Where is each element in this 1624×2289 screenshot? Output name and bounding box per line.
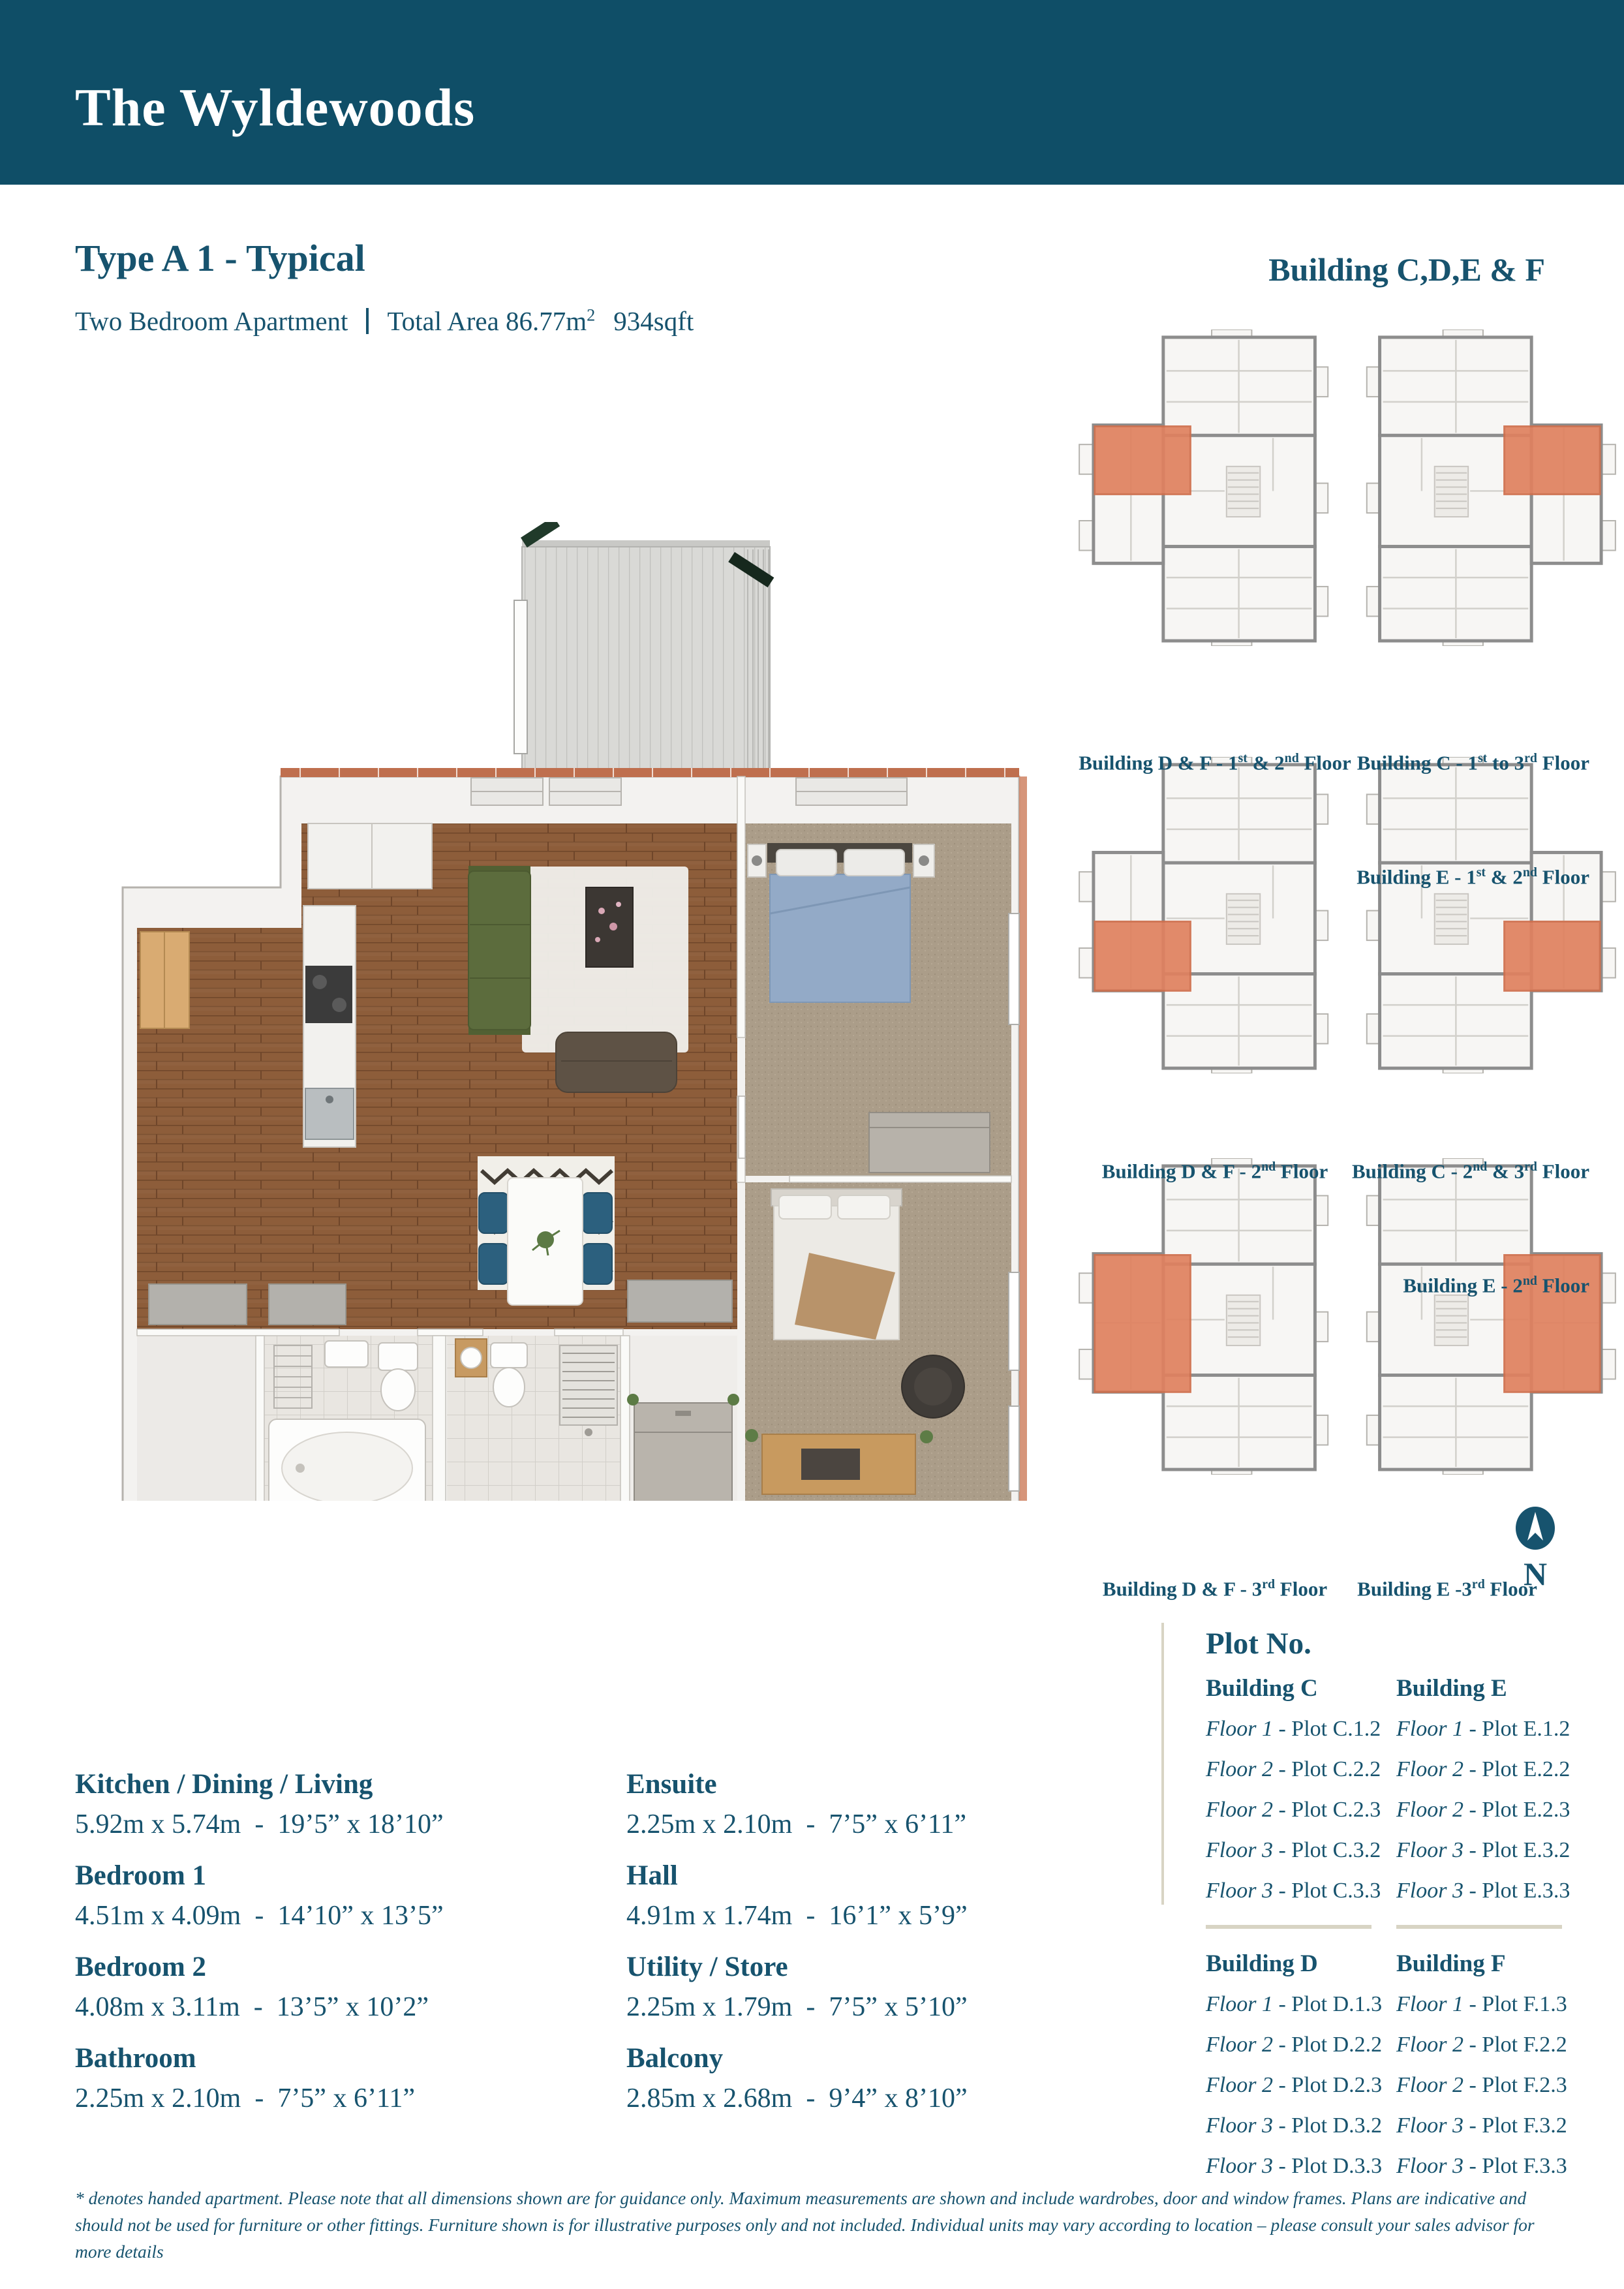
north-label: N bbox=[1523, 1556, 1548, 1592]
plot-building-f bbox=[1396, 1950, 1586, 2196]
plot-row: Floor 2 - Plot F.2.2 bbox=[1396, 2033, 1567, 2057]
room-name: Kitchen / Dining / Living bbox=[75, 1769, 373, 1800]
plot-row: Floor 1 - Plot D.1.3 bbox=[1206, 1992, 1383, 2016]
plant bbox=[920, 1430, 933, 1443]
ensuite-sink bbox=[461, 1347, 482, 1368]
tv-art-frame bbox=[586, 887, 633, 967]
caption-line: Building C - 2nd & 3rd Floor bbox=[1352, 1160, 1589, 1183]
caption-line: Building E -3rd Floor bbox=[1357, 1577, 1537, 1601]
north-arrow-icon bbox=[1512, 1504, 1558, 1554]
plot-row: Floor 2 - Plot D.2.3 bbox=[1206, 2073, 1383, 2097]
room-dims: 2.25m x 1.79m - 7’5” x 5’10” bbox=[626, 1992, 968, 2022]
diagram-caption bbox=[1305, 667, 1589, 969]
bedroom-count-label: Two Bedroom Apartment bbox=[75, 306, 348, 336]
north-compass bbox=[1512, 1504, 1558, 1591]
plant bbox=[745, 1429, 758, 1442]
room-dims: 4.08m x 3.11m - 13’5” x 10’2” bbox=[75, 1992, 429, 2022]
dining-area bbox=[478, 1156, 615, 1305]
plot-divider bbox=[1396, 1925, 1562, 1929]
sideboard-tray bbox=[801, 1449, 860, 1480]
plot-building-name: Building E bbox=[1396, 1675, 1507, 1702]
highlighted-apartment bbox=[1095, 1255, 1190, 1392]
diagram-caption bbox=[1305, 1075, 1589, 1377]
plot-row: Floor 3 - Plot E.3.3 bbox=[1396, 1879, 1570, 1903]
room-dims: 2.25m x 2.10m - 7’5” x 6’11” bbox=[75, 2083, 416, 2113]
room-name: Balcony bbox=[626, 2043, 724, 2074]
header-band bbox=[0, 0, 1624, 185]
caption-line: Building C - 1st to 3rd Floor bbox=[1356, 751, 1589, 775]
plot-row: Floor 3 - Plot D.3.2 bbox=[1206, 2113, 1383, 2138]
toilet bbox=[381, 1369, 415, 1411]
plant bbox=[728, 1394, 739, 1406]
bed1-ottoman bbox=[869, 1113, 990, 1173]
total-area-sqft: 934sqft bbox=[613, 306, 694, 336]
room-dims: 2.85m x 2.68m - 9’4” x 8’10” bbox=[626, 2083, 968, 2113]
dining-chair bbox=[479, 1244, 508, 1284]
caption-line: Building E - 2nd Floor bbox=[1403, 1274, 1589, 1297]
room-name: Hall bbox=[626, 1860, 678, 1891]
plot-row: Floor 3 - Plot F.3.3 bbox=[1396, 2154, 1567, 2178]
room-name: Utility / Store bbox=[626, 1952, 788, 1982]
subtitle-divider bbox=[366, 308, 369, 334]
unit-type-title: Type A 1 - Typical bbox=[75, 237, 365, 279]
caption-line: Building E - 1st & 2nd Floor bbox=[1356, 865, 1589, 889]
room-bedroom-2 bbox=[75, 1952, 597, 2021]
store-unit bbox=[634, 1403, 732, 1501]
room-dims: 4.51m x 4.09m - 14’10” x 13’5” bbox=[75, 1901, 444, 1931]
dining-chair bbox=[479, 1193, 508, 1233]
room-dims: 2.25m x 2.10m - 7’5” x 6’11” bbox=[626, 1809, 967, 1839]
toilet-cistern bbox=[378, 1343, 418, 1370]
disclaimer-text: * denotes handed apartment. Please note that all dimensions shown are for guidance only. Maximum measurements are shown and include wardrobes, door and window frames. Plans are indicative and should not be used for furniture or other fittings. Furniture shown is for illustrative purposes only and not included. Individual units may vary according to location – please consult your sales advisor for more details bbox=[75, 2188, 1535, 2262]
plot-row: Floor 1 - Plot E.1.2 bbox=[1396, 1717, 1570, 1741]
highlighted-apartment bbox=[1095, 426, 1190, 494]
bed1-duvet bbox=[770, 874, 910, 1002]
mini-floorplan-svg bbox=[1343, 330, 1617, 646]
dining-chair bbox=[583, 1244, 612, 1284]
plot-row: Floor 3 - Plot F.3.2 bbox=[1396, 2113, 1567, 2138]
plot-building-name: Building D bbox=[1206, 1950, 1318, 1977]
bathroom-sink bbox=[325, 1341, 368, 1367]
shower bbox=[560, 1345, 617, 1436]
bed1-pillow bbox=[844, 850, 904, 876]
ensuite-toilet bbox=[493, 1368, 525, 1407]
plot-building-d bbox=[1206, 1950, 1395, 2196]
plot-row: Floor 2 - Plot F.2.3 bbox=[1396, 2073, 1567, 2097]
floor-plan-3d-svg bbox=[65, 522, 1044, 1501]
highlighted-apartment bbox=[1505, 426, 1600, 494]
room-kitchen-dining-living bbox=[75, 1770, 597, 1839]
balcony bbox=[514, 522, 774, 774]
plot-row: Floor 2 - Plot E.2.3 bbox=[1396, 1798, 1570, 1822]
highlighted-apartment bbox=[1095, 921, 1190, 991]
caption-line: Building D & F - 3rd Floor bbox=[1102, 1577, 1328, 1601]
plot-building-e bbox=[1396, 1674, 1586, 1920]
door-mat bbox=[269, 1284, 346, 1325]
room-bedroom-1 bbox=[75, 1861, 597, 1930]
green-sofa bbox=[468, 871, 530, 1030]
plot-row: Floor 2 - Plot C.2.2 bbox=[1206, 1757, 1381, 1781]
room-name: Bathroom bbox=[75, 2043, 196, 2074]
room-dims: 5.92m x 5.74m - 19’5” x 18’10” bbox=[75, 1809, 444, 1839]
room-name: Ensuite bbox=[626, 1769, 717, 1800]
total-area-label: Total Area $86.77m^2$ bbox=[387, 305, 596, 336]
plot-no-title: Plot No. bbox=[1206, 1627, 1311, 1661]
plot-row: Floor 3 - Plot C.3.2 bbox=[1206, 1838, 1381, 1862]
bed2-pillow bbox=[838, 1195, 890, 1219]
room-hall bbox=[626, 1861, 1148, 1930]
utility-floor bbox=[137, 1336, 256, 1501]
plot-row: Floor 3 - Plot D.3.3 bbox=[1206, 2154, 1383, 2178]
buildings-title: Building C,D,E & F bbox=[1268, 251, 1545, 288]
plot-row: Floor 2 - Plot D.2.2 bbox=[1206, 2033, 1383, 2057]
diagram-building-df-floor12 bbox=[1078, 330, 1352, 646]
cooktop bbox=[305, 966, 352, 1023]
plot-row: Floor 1 - Plot F.1.3 bbox=[1396, 1992, 1567, 2016]
plot-row: Floor 3 - Plot C.3.3 bbox=[1206, 1879, 1381, 1903]
room-utility-store bbox=[626, 1952, 1148, 2021]
floor-plan-3d bbox=[65, 522, 1044, 1501]
plot-row: Floor 2 - Plot C.2.3 bbox=[1206, 1798, 1381, 1822]
plot-building-name: Building F bbox=[1396, 1950, 1506, 1977]
room-bathroom bbox=[75, 2044, 597, 2113]
caption-line: Building D & F - 1st & 2nd Floor bbox=[1079, 751, 1351, 775]
bedroom1-door bbox=[739, 1096, 745, 1158]
plot-building-c bbox=[1206, 1674, 1395, 1920]
development-title: The Wyldewoods bbox=[75, 78, 476, 137]
bed2-pillow bbox=[779, 1195, 831, 1219]
bed1-pillow bbox=[776, 850, 836, 876]
plot-divider bbox=[1206, 1925, 1371, 1929]
room-balcony bbox=[626, 2044, 1148, 2113]
room-name: Bedroom 1 bbox=[75, 1860, 207, 1891]
mini-floorplan-svg bbox=[1078, 330, 1352, 646]
dining-chair bbox=[583, 1193, 612, 1233]
kitchen-tall-units bbox=[308, 823, 432, 889]
plot-row: Floor 2 - Plot E.2.2 bbox=[1396, 1757, 1570, 1781]
room-dims: 4.91m x 1.74m - 16’1” x 5’9” bbox=[626, 1901, 968, 1931]
door-mat bbox=[149, 1284, 247, 1325]
plot-panel-rule bbox=[1161, 1623, 1164, 1905]
store bbox=[627, 1394, 739, 1501]
plot-building-name: Building C bbox=[1206, 1675, 1318, 1702]
plot-row: Floor 3 - Plot E.3.2 bbox=[1396, 1838, 1570, 1862]
room-ensuite bbox=[626, 1770, 1148, 1839]
brown-sofa bbox=[556, 1032, 677, 1092]
diagram-building-ce-floor123 bbox=[1343, 330, 1617, 646]
caption-line: Building D & F - 2nd Floor bbox=[1101, 1160, 1328, 1183]
plant bbox=[627, 1394, 639, 1406]
door-mat bbox=[628, 1280, 732, 1322]
room-name: Bedroom 2 bbox=[75, 1952, 207, 1982]
plot-row: Floor 1 - Plot C.1.2 bbox=[1206, 1717, 1381, 1741]
ensuite-cistern bbox=[491, 1343, 527, 1368]
unit-subtitle bbox=[75, 305, 694, 337]
